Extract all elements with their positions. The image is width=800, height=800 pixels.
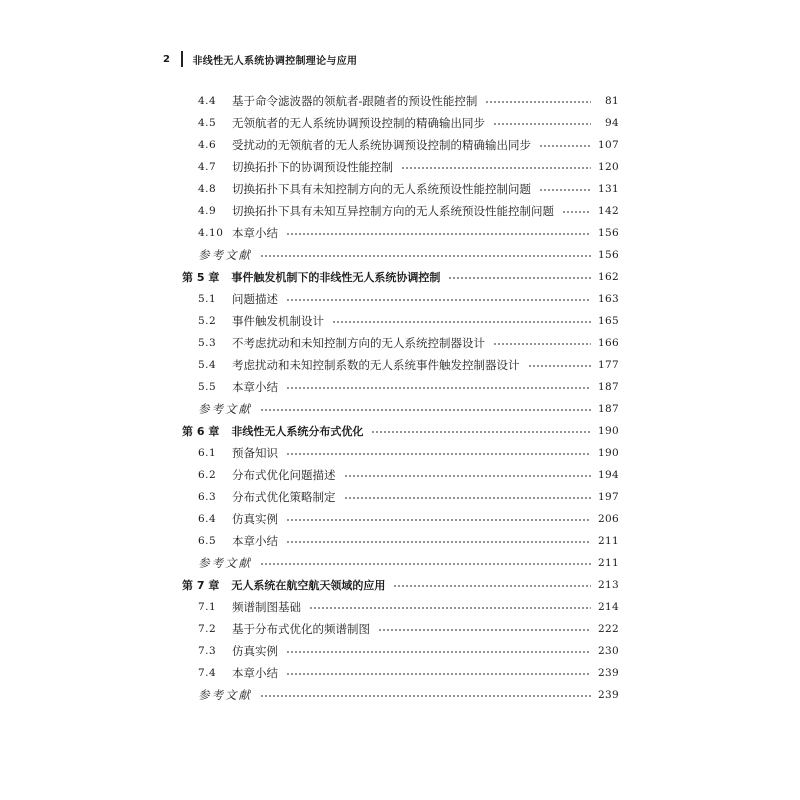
toc-entry-page: 197	[598, 491, 619, 503]
toc-entry-title: 事件触发机制下的非线性无人系统协调控制	[231, 271, 441, 284]
toc-entry-title: 问题描述	[232, 292, 278, 306]
dot-leader	[286, 387, 591, 389]
toc-entry-page: 94	[605, 117, 619, 129]
toc-entry-title: 无人系统在航空航天领域的应用	[231, 579, 386, 592]
toc-chapter-entry	[182, 266, 619, 288]
toc-section-entry	[182, 90, 619, 112]
toc-entry-page: 107	[598, 139, 619, 151]
toc-entry-title: 受扰动的无领航者的无人系统协调预设控制的精确输出同步	[232, 138, 531, 152]
toc-entry-title: 切换拓扑下的协调预设性能控制	[232, 160, 393, 174]
toc-entry-title: 仿真实例	[232, 644, 278, 658]
toc-references-entry	[182, 552, 619, 574]
toc-references-entry	[182, 244, 619, 266]
dot-leader	[401, 167, 591, 169]
dot-leader	[378, 629, 591, 631]
dot-leader	[286, 651, 591, 653]
toc-entry-page: 131	[598, 183, 619, 195]
toc-entry-page: 177	[598, 359, 619, 371]
toc-entry-title: 事件触发机制设计	[232, 314, 324, 328]
toc-entry-page: 163	[598, 293, 619, 305]
toc-entry-title: 切换拓扑下具有未知互异控制方向的无人系统预设性能控制问题	[232, 204, 554, 218]
toc-section-entry	[182, 112, 619, 134]
toc-entry-number: 5.3	[198, 337, 217, 349]
toc-section-entry	[182, 640, 619, 662]
toc-entry-page: 211	[598, 557, 619, 569]
toc-entry-number: 7.3	[198, 645, 217, 657]
toc-section-entry	[182, 662, 619, 684]
toc-entry-number: 4.9	[198, 205, 217, 217]
toc-entry-page: 239	[598, 689, 619, 701]
dot-leader	[371, 431, 591, 433]
dot-leader	[485, 101, 591, 103]
dot-leader	[393, 585, 591, 587]
toc-entry-page: 187	[598, 381, 619, 393]
toc-entry-number: 6.4	[198, 513, 217, 525]
toc-entry-page: 142	[598, 205, 619, 217]
toc-entry-number: 7.4	[198, 667, 217, 679]
toc-section-entry	[182, 508, 619, 530]
toc-entry-title: 本章小结	[232, 534, 278, 548]
toc-entry-title: 基于命令滤波器的领航者-跟随者的预设性能控制	[232, 94, 478, 108]
dot-leader	[286, 541, 591, 543]
toc-entry-page: 156	[598, 249, 619, 261]
dot-leader	[493, 343, 591, 345]
dot-leader	[332, 321, 591, 323]
toc-entry-page: 211	[598, 535, 619, 547]
toc-entry-page: 156	[598, 227, 619, 239]
dot-leader	[260, 409, 591, 411]
dot-leader	[260, 255, 591, 257]
toc-entry-title: 本章小结	[232, 380, 278, 394]
toc-entry-page: 194	[598, 469, 619, 481]
toc-entry-page: 190	[598, 425, 619, 437]
toc-entry-title: 预备知识	[232, 446, 278, 460]
toc-entry-title: 参考文献	[198, 248, 252, 262]
toc-entry-number: 4.5	[198, 117, 217, 129]
toc-entry-page: 120	[598, 161, 619, 173]
toc-section-entry	[182, 332, 619, 354]
toc-section-entry	[182, 376, 619, 398]
toc-entry-number: 6.5	[198, 535, 217, 547]
toc-chapter-entry	[182, 574, 619, 596]
toc-entry-number: 5.2	[198, 315, 217, 327]
toc-entry-title: 非线性无人系统分布式优化	[231, 425, 364, 438]
toc-entry-page: 81	[605, 95, 619, 107]
toc-entry-page: 162	[598, 271, 619, 283]
toc-entry-page: 190	[598, 447, 619, 459]
toc-entry-page: 214	[598, 601, 619, 613]
dot-leader	[309, 607, 591, 609]
toc-entry-number: 7.1	[198, 601, 217, 613]
toc-section-entry	[182, 596, 619, 618]
toc-entry-number: 第 5 章	[182, 271, 220, 284]
toc-references-entry	[182, 398, 619, 420]
toc-entry-page: 166	[598, 337, 619, 349]
toc-entry-title: 分布式优化问题描述	[232, 468, 336, 482]
toc-entry-title: 频谱制图基础	[232, 600, 301, 614]
toc-entry-number: 7.2	[198, 623, 217, 635]
book-title: 非线性无人系统协调控制理论与应用	[192, 55, 358, 67]
toc-section-entry	[182, 442, 619, 464]
page-number: 2	[163, 53, 170, 65]
dot-leader	[539, 145, 591, 147]
toc-entry-page: 165	[598, 315, 619, 327]
toc-entry-title: 考虑扰动和未知控制系数的无人系统事件触发控制器设计	[232, 358, 520, 372]
toc-entry-number: 4.6	[198, 139, 217, 151]
toc-entry-number: 5.4	[198, 359, 217, 371]
dot-leader	[286, 453, 591, 455]
toc-entry-number: 6.1	[198, 447, 217, 459]
dot-leader	[260, 695, 591, 697]
toc-entry-number: 5.5	[198, 381, 217, 393]
dot-leader	[260, 563, 591, 565]
toc-entry-number: 6.2	[198, 469, 217, 481]
toc-section-entry	[182, 310, 619, 332]
toc-section-entry	[182, 354, 619, 376]
toc-entry-number: 6.3	[198, 491, 217, 503]
toc-entry-number: 4.7	[198, 161, 217, 173]
toc-section-entry	[182, 288, 619, 310]
running-header	[163, 50, 357, 68]
header-divider	[181, 51, 183, 67]
toc-entry-title: 切换拓扑下具有未知控制方向的无人系统预设性能控制问题	[232, 182, 531, 196]
dot-leader	[344, 497, 592, 499]
dot-leader	[493, 123, 591, 125]
toc-section-entry	[182, 134, 619, 156]
toc-entry-number: 4.10	[198, 227, 224, 239]
dot-leader	[562, 211, 591, 213]
toc-entry-title: 参考文献	[198, 556, 252, 570]
toc-entry-number: 4.8	[198, 183, 217, 195]
toc-entry-page: 187	[598, 403, 619, 415]
toc-entry-title: 不考虑扰动和未知控制方向的无人系统控制器设计	[232, 336, 485, 350]
dot-leader	[286, 673, 591, 675]
toc-section-entry	[182, 530, 619, 552]
toc-entry-number: 第 7 章	[182, 579, 220, 592]
toc-section-entry	[182, 222, 619, 244]
toc-chapter-entry	[182, 420, 619, 442]
toc-entry-title: 仿真实例	[232, 512, 278, 526]
toc-entry-title: 无领航者的无人系统协调预设控制的精确输出同步	[232, 116, 485, 130]
toc-entry-number: 第 6 章	[182, 425, 220, 438]
dot-leader	[286, 299, 591, 301]
dot-leader	[344, 475, 592, 477]
dot-leader	[539, 189, 591, 191]
toc-entry-title: 分布式优化策略制定	[232, 490, 336, 504]
toc-entry-page: 222	[598, 623, 619, 635]
toc-entry-title: 本章小结	[232, 226, 278, 240]
toc-section-entry	[182, 200, 619, 222]
toc-entry-title: 本章小结	[232, 666, 278, 680]
toc-entry-page: 206	[598, 513, 619, 525]
toc-entry-page: 213	[598, 579, 619, 591]
toc-entry-title: 基于分布式优化的频谱制图	[232, 622, 370, 636]
toc-entry-number: 5.1	[198, 293, 217, 305]
toc-section-entry	[182, 486, 619, 508]
toc-entry-number: 4.4	[198, 95, 217, 107]
toc-section-entry	[182, 464, 619, 486]
toc-section-entry	[182, 178, 619, 200]
table-of-contents	[182, 90, 619, 706]
dot-leader	[448, 277, 591, 279]
toc-section-entry	[182, 156, 619, 178]
dot-leader	[528, 365, 592, 367]
dot-leader	[286, 233, 591, 235]
toc-entry-page: 230	[598, 645, 619, 657]
toc-entry-title: 参考文献	[198, 688, 252, 702]
dot-leader	[286, 519, 591, 521]
toc-entry-title: 参考文献	[198, 402, 252, 416]
toc-section-entry	[182, 618, 619, 640]
toc-references-entry	[182, 684, 619, 706]
toc-entry-page: 239	[598, 667, 619, 679]
